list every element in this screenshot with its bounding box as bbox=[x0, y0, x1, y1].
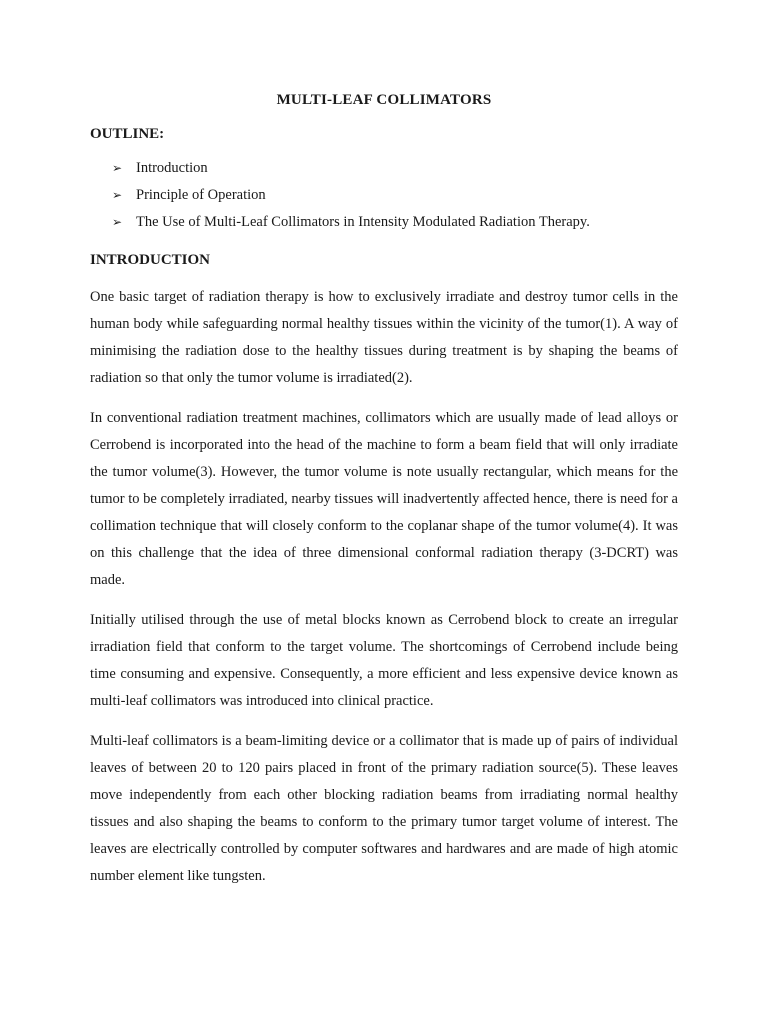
arrow-bullet-icon: ➢ bbox=[112, 215, 123, 229]
introduction-body bbox=[90, 284, 678, 903]
outline-list bbox=[112, 158, 590, 239]
section-heading-introduction: INTRODUCTION bbox=[90, 252, 211, 268]
outline-item bbox=[112, 185, 590, 212]
document-title: MULTI-LEAF COLLIMATORS bbox=[276, 92, 492, 108]
outline-item-label: Introduction bbox=[136, 160, 208, 176]
paragraph: In conventional radiation treatment machines, collimators which are usually made of lead alloys or Cerrobend is incorporated into the head of the machine to form a beam field that will only irradiate the tumor volume(3). However, the tumor volume is note usually rectangular, which means for the tumor to be completely irradiated, nearby tissues will inadvertently affected hence, there is need for a collimation technique that will closely conform to the coplanar shape of the tumor volume(4). It was on this challenge that the idea of three dimensional conformal radiation therapy (3-DCRT) was made. bbox=[90, 410, 678, 588]
outline-item bbox=[112, 212, 590, 239]
outline-item-label: The Use of Multi-Leaf Collimators in Intensity Modulated Radiation Therapy. bbox=[136, 214, 590, 230]
paragraph: One basic target of radiation therapy is how to exclusively irradiate and destroy tumor cells in the human body while safeguarding normal healthy tissues within the vicinity of the tumor(1). A way of minimising the radiation dose to the healthy tissues during treatment is by shaping the beams of radiation so that only the tumor volume is irradiated(2). bbox=[90, 289, 678, 386]
outline-item-label: Principle of Operation bbox=[136, 187, 266, 203]
arrow-bullet-icon: ➢ bbox=[112, 161, 123, 175]
outline-item bbox=[112, 158, 590, 185]
arrow-bullet-icon: ➢ bbox=[112, 188, 123, 202]
paragraph: Initially utilised through the use of metal blocks known as Cerrobend block to create an irregular irradiation field that conform to the target volume. The shortcomings of Cerrobend include being time consuming and expensive. Consequently, a more efficient and less expensive device known as multi-leaf collimators was introduced into clinical practice. bbox=[90, 612, 678, 709]
paragraph: Multi-leaf collimators is a beam-limiting device or a collimator that is made up of pairs of individual leaves of between 20 to 120 pairs placed in front of the primary radiation source(5). These leaves move independently from each other blocking radiation beams from irradiating normal healthy tissues and also shaping the beams to conform to the primary tumor target volume of interest. The leaves are electrically controlled by computer softwares and hardwares and are made of high atomic number element like tungsten. bbox=[90, 733, 678, 884]
outline-heading: OUTLINE: bbox=[90, 126, 165, 142]
